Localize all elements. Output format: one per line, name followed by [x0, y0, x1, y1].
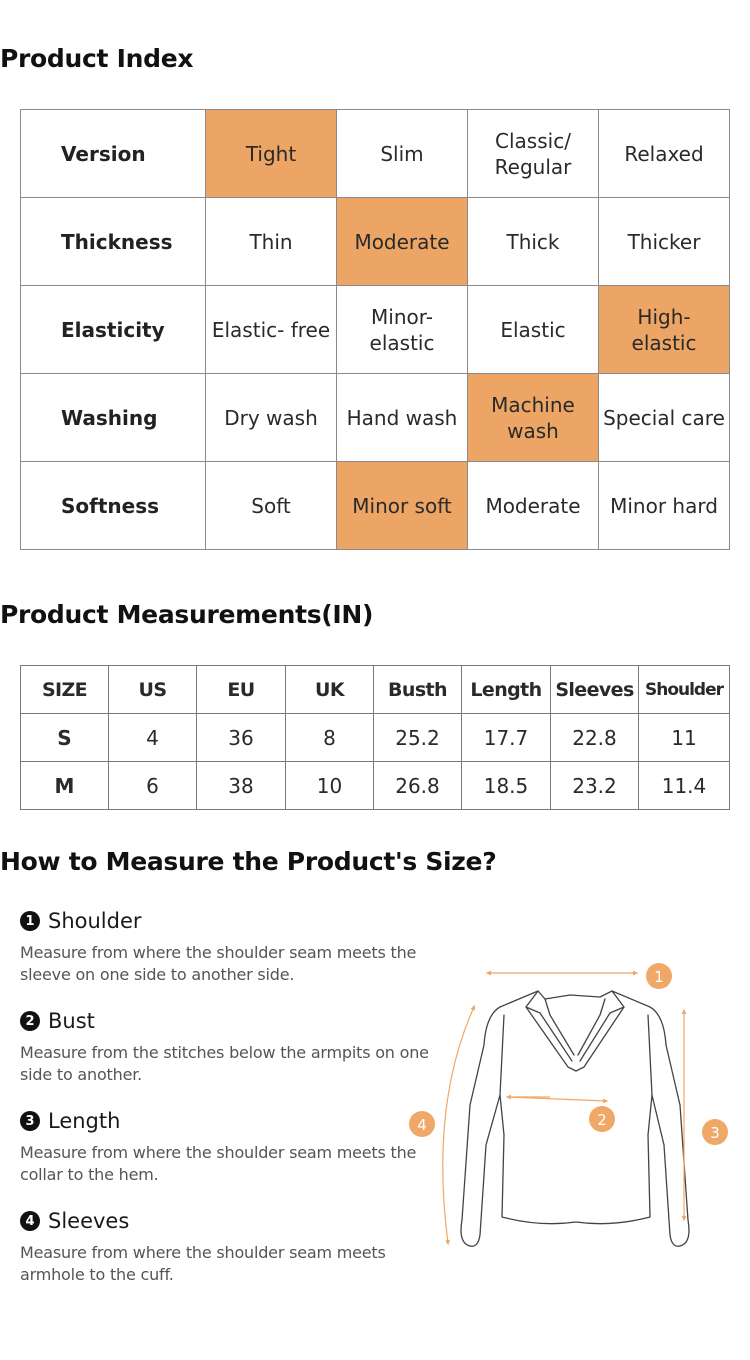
- index-row-label: Softness: [21, 462, 206, 550]
- index-row-label: Elasticity: [21, 286, 206, 374]
- index-option: Thin: [206, 198, 337, 286]
- marker-4: [409, 1111, 435, 1137]
- product-index-table: [20, 109, 730, 550]
- how-to-title: How to Measure the Product's Size?: [0, 847, 497, 876]
- index-row-version: [21, 110, 730, 198]
- header-sleeves: Sleeves: [551, 666, 639, 714]
- svg-text:3: 3: [710, 1124, 720, 1142]
- bust-cell: 25.2: [374, 714, 462, 762]
- index-option-selected: Minor soft: [337, 462, 468, 550]
- step-shoulder: [20, 908, 440, 986]
- shoulder-cell: 11: [639, 714, 730, 762]
- index-option: Minor- elastic: [337, 286, 468, 374]
- measure-lines: [443, 973, 684, 1243]
- bust-cell: 26.8: [374, 762, 462, 810]
- index-option: Minor hard: [599, 462, 730, 550]
- sleeves-cell: 22.8: [551, 714, 639, 762]
- size-cell: S: [21, 714, 109, 762]
- index-option-selected: High- elastic: [599, 286, 730, 374]
- step-description: Measure from the stitches below the armpits on one side to another.: [20, 1043, 429, 1084]
- index-option: Relaxed: [599, 110, 730, 198]
- header-us: US: [109, 666, 197, 714]
- step-name: Shoulder: [48, 909, 142, 933]
- index-row-label: Washing: [21, 374, 206, 462]
- step-name: Bust: [48, 1009, 95, 1033]
- svg-text:4: 4: [417, 1116, 427, 1134]
- index-option: Elastic: [468, 286, 599, 374]
- index-row-thickness: [21, 198, 730, 286]
- index-option: Elastic- free: [206, 286, 337, 374]
- index-option: Special care: [599, 374, 730, 462]
- index-row-elasticity: [21, 286, 730, 374]
- step-name: Sleeves: [48, 1209, 130, 1233]
- length-cell: 17.7: [462, 714, 551, 762]
- index-option: Classic/ Regular: [468, 110, 599, 198]
- header-bust: Busth: [374, 666, 462, 714]
- step-bust: [20, 1008, 440, 1086]
- index-title: Product Index: [0, 44, 194, 73]
- step-sleeves: [20, 1208, 440, 1286]
- table-row: [21, 714, 730, 762]
- measurements-table: [20, 665, 730, 810]
- table-row: [21, 762, 730, 810]
- eu-cell: 36: [197, 714, 286, 762]
- number-3-icon: 3: [20, 1111, 40, 1131]
- index-option: Soft: [206, 462, 337, 550]
- index-row-softness: [21, 462, 730, 550]
- step-description: Measure from where the shoulder seam meets armhole to the cuff.: [20, 1243, 386, 1284]
- step-description: Measure from where the shoulder seam meets the collar to the hem.: [20, 1143, 417, 1184]
- index-row-washing: [21, 374, 730, 462]
- length-cell: 18.5: [462, 762, 551, 810]
- us-cell: 4: [109, 714, 197, 762]
- marker-3: [702, 1119, 728, 1145]
- svg-text:1: 1: [654, 968, 664, 986]
- us-cell: 6: [109, 762, 197, 810]
- header-size: SIZE: [21, 666, 109, 714]
- number-4-icon: 4: [20, 1211, 40, 1231]
- step-description: Measure from where the shoulder seam meets the sleeve on one side to another side.: [20, 943, 417, 984]
- index-option: Slim: [337, 110, 468, 198]
- marker-1: [646, 963, 672, 989]
- index-option-selected: Machine wash: [468, 374, 599, 462]
- shoulder-cell: 11.4: [639, 762, 730, 810]
- header-eu: EU: [197, 666, 286, 714]
- header-shoulder: Shoulder: [639, 666, 730, 714]
- index-option: Thick: [468, 198, 599, 286]
- number-2-icon: 2: [20, 1011, 40, 1031]
- index-row-label: Thickness: [21, 198, 206, 286]
- measurements-header-row: [21, 666, 730, 714]
- index-option: Moderate: [468, 462, 599, 550]
- uk-cell: 10: [286, 762, 374, 810]
- index-option: Thicker: [599, 198, 730, 286]
- index-row-label: Version: [21, 110, 206, 198]
- sleeves-cell: 23.2: [551, 762, 639, 810]
- index-option-selected: Moderate: [337, 198, 468, 286]
- number-1-icon: 1: [20, 911, 40, 931]
- header-length: Length: [462, 666, 551, 714]
- measurements-title: Product Measurements(IN): [0, 600, 374, 629]
- svg-text:2: 2: [597, 1111, 607, 1129]
- shirt-measure-diagram-icon: [400, 955, 740, 1255]
- header-uk: UK: [286, 666, 374, 714]
- step-length: [20, 1108, 440, 1186]
- marker-2: [589, 1106, 615, 1132]
- index-option: Dry wash: [206, 374, 337, 462]
- shirt-outline: [461, 991, 689, 1246]
- index-option-selected: Tight: [206, 110, 337, 198]
- step-name: Length: [48, 1109, 121, 1133]
- size-cell: M: [21, 762, 109, 810]
- index-option: Hand wash: [337, 374, 468, 462]
- uk-cell: 8: [286, 714, 374, 762]
- eu-cell: 38: [197, 762, 286, 810]
